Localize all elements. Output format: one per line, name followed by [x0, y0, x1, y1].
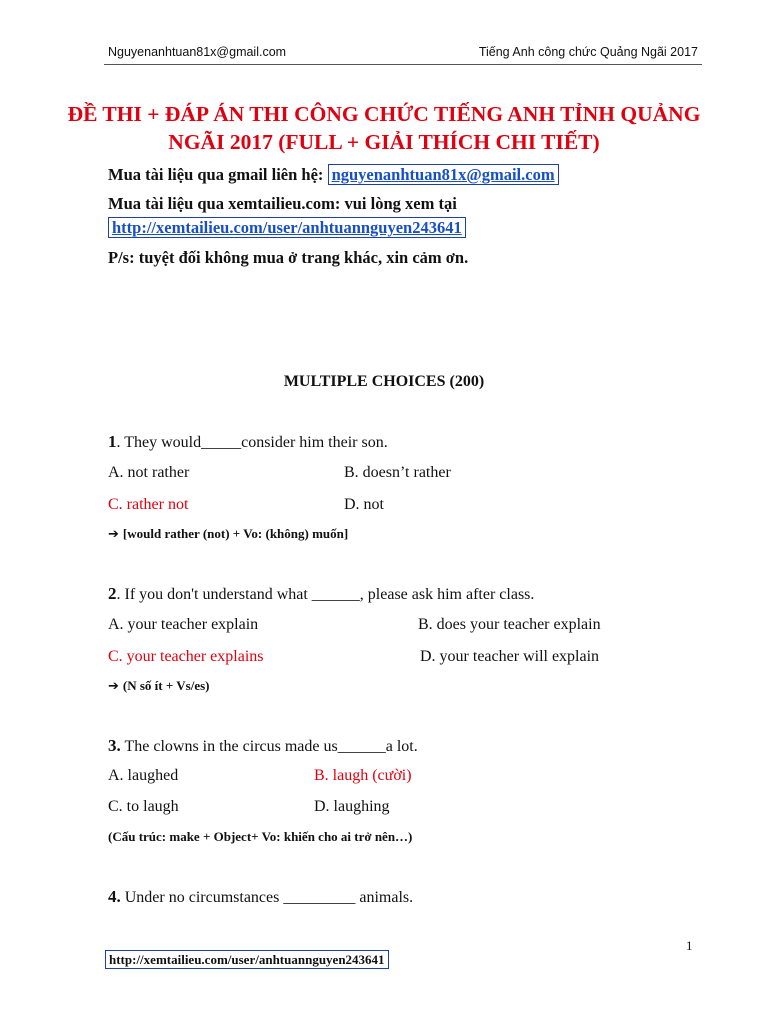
- q2-option-a: A. your teacher explain: [108, 616, 259, 633]
- q3-option-b-answer: B. laugh (cười): [314, 767, 412, 784]
- q3-explanation: (Cấu trúc: make + Object+ Vo: khiến cho ai trở nên…): [108, 829, 413, 844]
- footer-link-text[interactable]: http://xemtailieu.com/user/anhtuannguyen243641: [109, 952, 385, 967]
- site-line: Mua tài liệu qua xemtailieu.com: vui lòng xem tại: [108, 194, 457, 213]
- page-number: 1: [686, 938, 693, 953]
- question-text: Under no circumstances _________ animals.: [120, 889, 414, 906]
- arrow-right-icon: ➔: [108, 527, 119, 542]
- gmail-prefix: Mua tài liệu qua gmail liên hệ:: [108, 165, 328, 184]
- question-4: [108, 887, 413, 907]
- q3-option-a: A. laughed: [108, 767, 179, 784]
- q3-option-c: C. to laugh: [108, 798, 179, 815]
- question-text: If you don't understand what ______, please ask him after class.: [120, 586, 535, 603]
- question-text: The clowns in the circus made us______a lot.: [120, 738, 418, 755]
- site-link[interactable]: [108, 218, 466, 238]
- ps-note: P/s: tuyệt đối không mua ở trang khác, xin cảm ơn.: [108, 248, 469, 267]
- question-2: 2. If you don't understand what ______, please ask him after class.: [108, 584, 535, 603]
- section-title: MULTIPLE CHOICES (200): [283, 373, 485, 390]
- header-divider: [104, 64, 702, 65]
- q3-option-d: D. laughing: [314, 798, 390, 815]
- question-number: 1: [108, 432, 117, 451]
- q1-option-a: A. not rather: [108, 464, 190, 481]
- header-title: Tiếng Anh công chức Quảng Ngãi 2017: [478, 45, 698, 59]
- q2-explanation: ➔ (N số ít + Vs/es): [108, 678, 210, 694]
- question-1: 1. They would_____consider him their son.: [108, 432, 388, 451]
- q2-option-b: B. does your teacher explain: [418, 616, 601, 633]
- question-number: 4.: [108, 887, 121, 906]
- gmail-link[interactable]: [328, 164, 559, 185]
- question-number: 2: [108, 584, 117, 603]
- q1-option-c-answer: C. rather not: [108, 496, 189, 513]
- question-3: [108, 736, 418, 756]
- question-number: 3.: [108, 736, 121, 755]
- footer-link[interactable]: [105, 952, 389, 968]
- q2-option-d: D. your teacher will explain: [420, 648, 600, 665]
- q1-option-b: B. doesn’t rather: [344, 464, 451, 481]
- site-link-text[interactable]: http://xemtailieu.com/user/anhtuannguyen243641: [112, 218, 462, 237]
- question-text: They would_____consider him their son.: [120, 434, 388, 451]
- q1-option-d: D. not: [344, 496, 384, 513]
- q1-explanation: ➔ [would rather (not) + Vo: (không) muốn]: [108, 526, 349, 542]
- arrow-right-icon: ➔: [108, 679, 119, 694]
- q2-option-c-answer: C. your teacher explains: [108, 648, 264, 665]
- header-email: Nguyenanhtuan81x@gmail.com: [108, 45, 287, 59]
- gmail-link-text[interactable]: nguyenanhtuan81x@gmail.com: [331, 165, 555, 184]
- gmail-line: [108, 165, 559, 185]
- document-title: ĐỀ THI + ĐÁP ÁN THI CÔNG CHỨC TIẾNG ANH TỈNH QUẢNG NGÃI 2017 (FULL + GIẢI THÍCH CHI TIẾT): [67, 102, 701, 154]
